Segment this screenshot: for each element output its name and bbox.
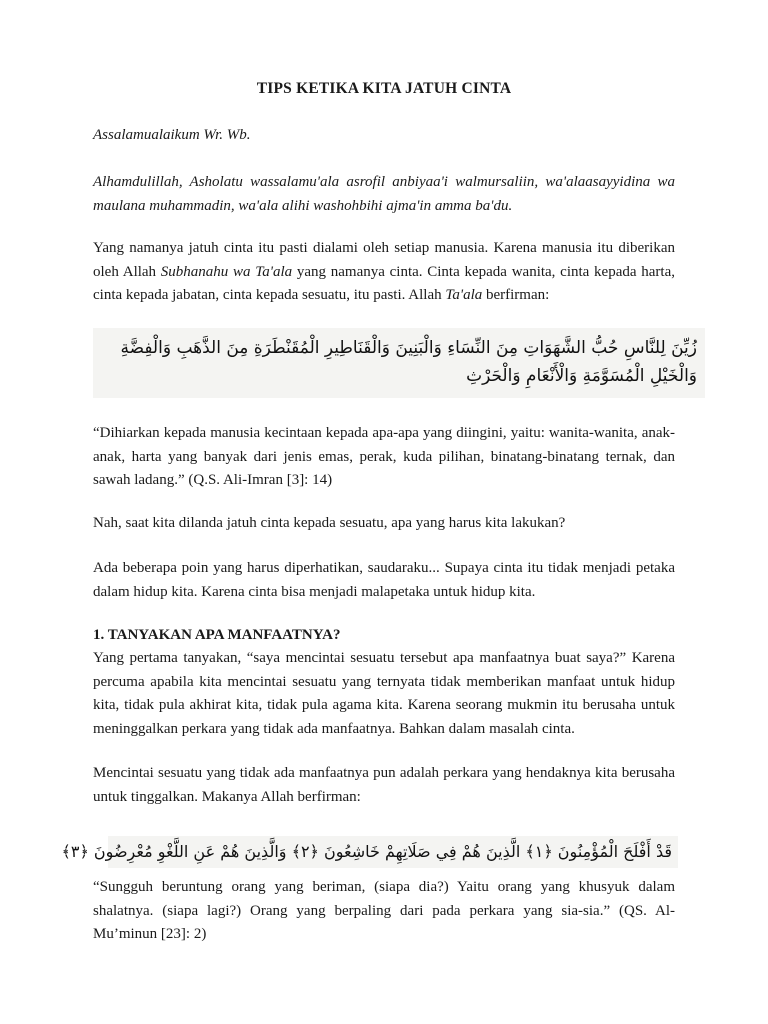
points-intro-paragraph: Ada beberapa poin yang harus diperhatikan, saudaraku... Supaya cinta itu tidak menjadi petaka dalam hidup kita. Karena cinta bisa menjadi malapetaka untuk hidup kita. [93,560,675,600]
intro-text-1: Yang namanya jatuh cinta itu pasti dialami oleh setiap manusia. Karena manusia itu diberikan oleh Allah [93,240,675,280]
arabic-verse-al-muminun: قَدْ أَفْلَحَ الْمُؤْمِنُونَ ﴿١﴾ الَّذِينَ هُمْ فِي صَلَاتِهِمْ خَاشِعُونَ ﴿٢﴾ وَالَّذِينَ هُمْ عَنِ اللَّغْوِ مُعْرِضُونَ ﴿٣﴾ [108,836,678,868]
arabic-verse-ali-imran: زُيِّنَ لِلنَّاسِ حُبُّ الشَّهَوَاتِ مِنَ النِّسَاءِ وَالْبَنِينَ وَالْقَنَاطِيرِ الْمُقَنْطَرَةِ مِنَ الذَّهَبِ وَالْفِضَّةِ وَالْخَيْلِ الْمُسَوَّمَةِ وَالْأَنْعَامِ وَالْحَرْثِ [93,328,705,398]
section-1-paragraph: Yang pertama tanyakan, “saya mencintai sesuatu tersebut apa manfaatnya buat saya?” Karena percuma apabila kita mencintai sesuatu yang ternyata tidak memberikan manfaat untuk hidup kita, tidak pula akhirat kita, tidak pula agama kita. Karena seorang mukmin itu berusaha untuk meninggalkan perkara yang tidak ada manfaatnya. Bahkan dalam masalah cinta. [93,650,675,737]
intro-text-3: berfirman: [482,287,550,303]
greeting: Assalamualaikum Wr. Wb. [93,127,251,143]
translation-ali-imran: “Dihiarkan kepada manusia kecintaan kepada apa-apa yang diingini, yaitu: wanita-wanita, anak-anak, harta yang banyak dari jenis emas, perak, kuda pilihan, binatang-binatang ternak, dan sawah ladang.” (Q.S. Ali-Imran [3]: 14) [93,425,675,488]
intro-text-2: yang namanya cinta. Cinta kepada wanita, cinta kepada harta, cinta kepada jabatan, cinta kepada sesuatu, itu pasti. Allah [93,263,675,303]
section-1-heading: 1. TANYAKAN APA MANFAATNYA? [93,627,341,643]
opening-salutation: Alhamdulillah, Asholatu wassalamu'ala asrofil anbiyaa'i walmursaliin, wa'alaasayyidina wa maulana muhammadin, wa'ala alihi washohbihi ajma'in amma ba'du. [93,174,675,214]
intro-taala: Ta'ala [445,287,483,303]
document-title: TIPS KETIKA KITA JATUH CINTA [256,80,512,97]
intro-subhanahu: Subhanahu wa Ta'ala [160,263,293,280]
intro-paragraph [93,237,675,308]
question-paragraph: Nah, saat kita dilanda jatuh cinta kepada sesuatu, apa yang harus kita lakukan? [93,515,566,531]
section-1-paragraph-2: Mencintai sesuatu yang tidak ada manfaatnya pun adalah perkara yang hendaknya kita berusaha untuk tinggalkan. Makanya Allah berfirman: [93,765,675,805]
translation-al-muminun: “Sungguh beruntung orang yang beriman, (siapa dia?) Yaitu orang yang khusyuk dalam shalatnya. (siapa lagi?) Orang yang berpaling dari pada perkara yang sia-sia.” (QS. Al-Mu’minun [23]: 2) [93,879,675,942]
